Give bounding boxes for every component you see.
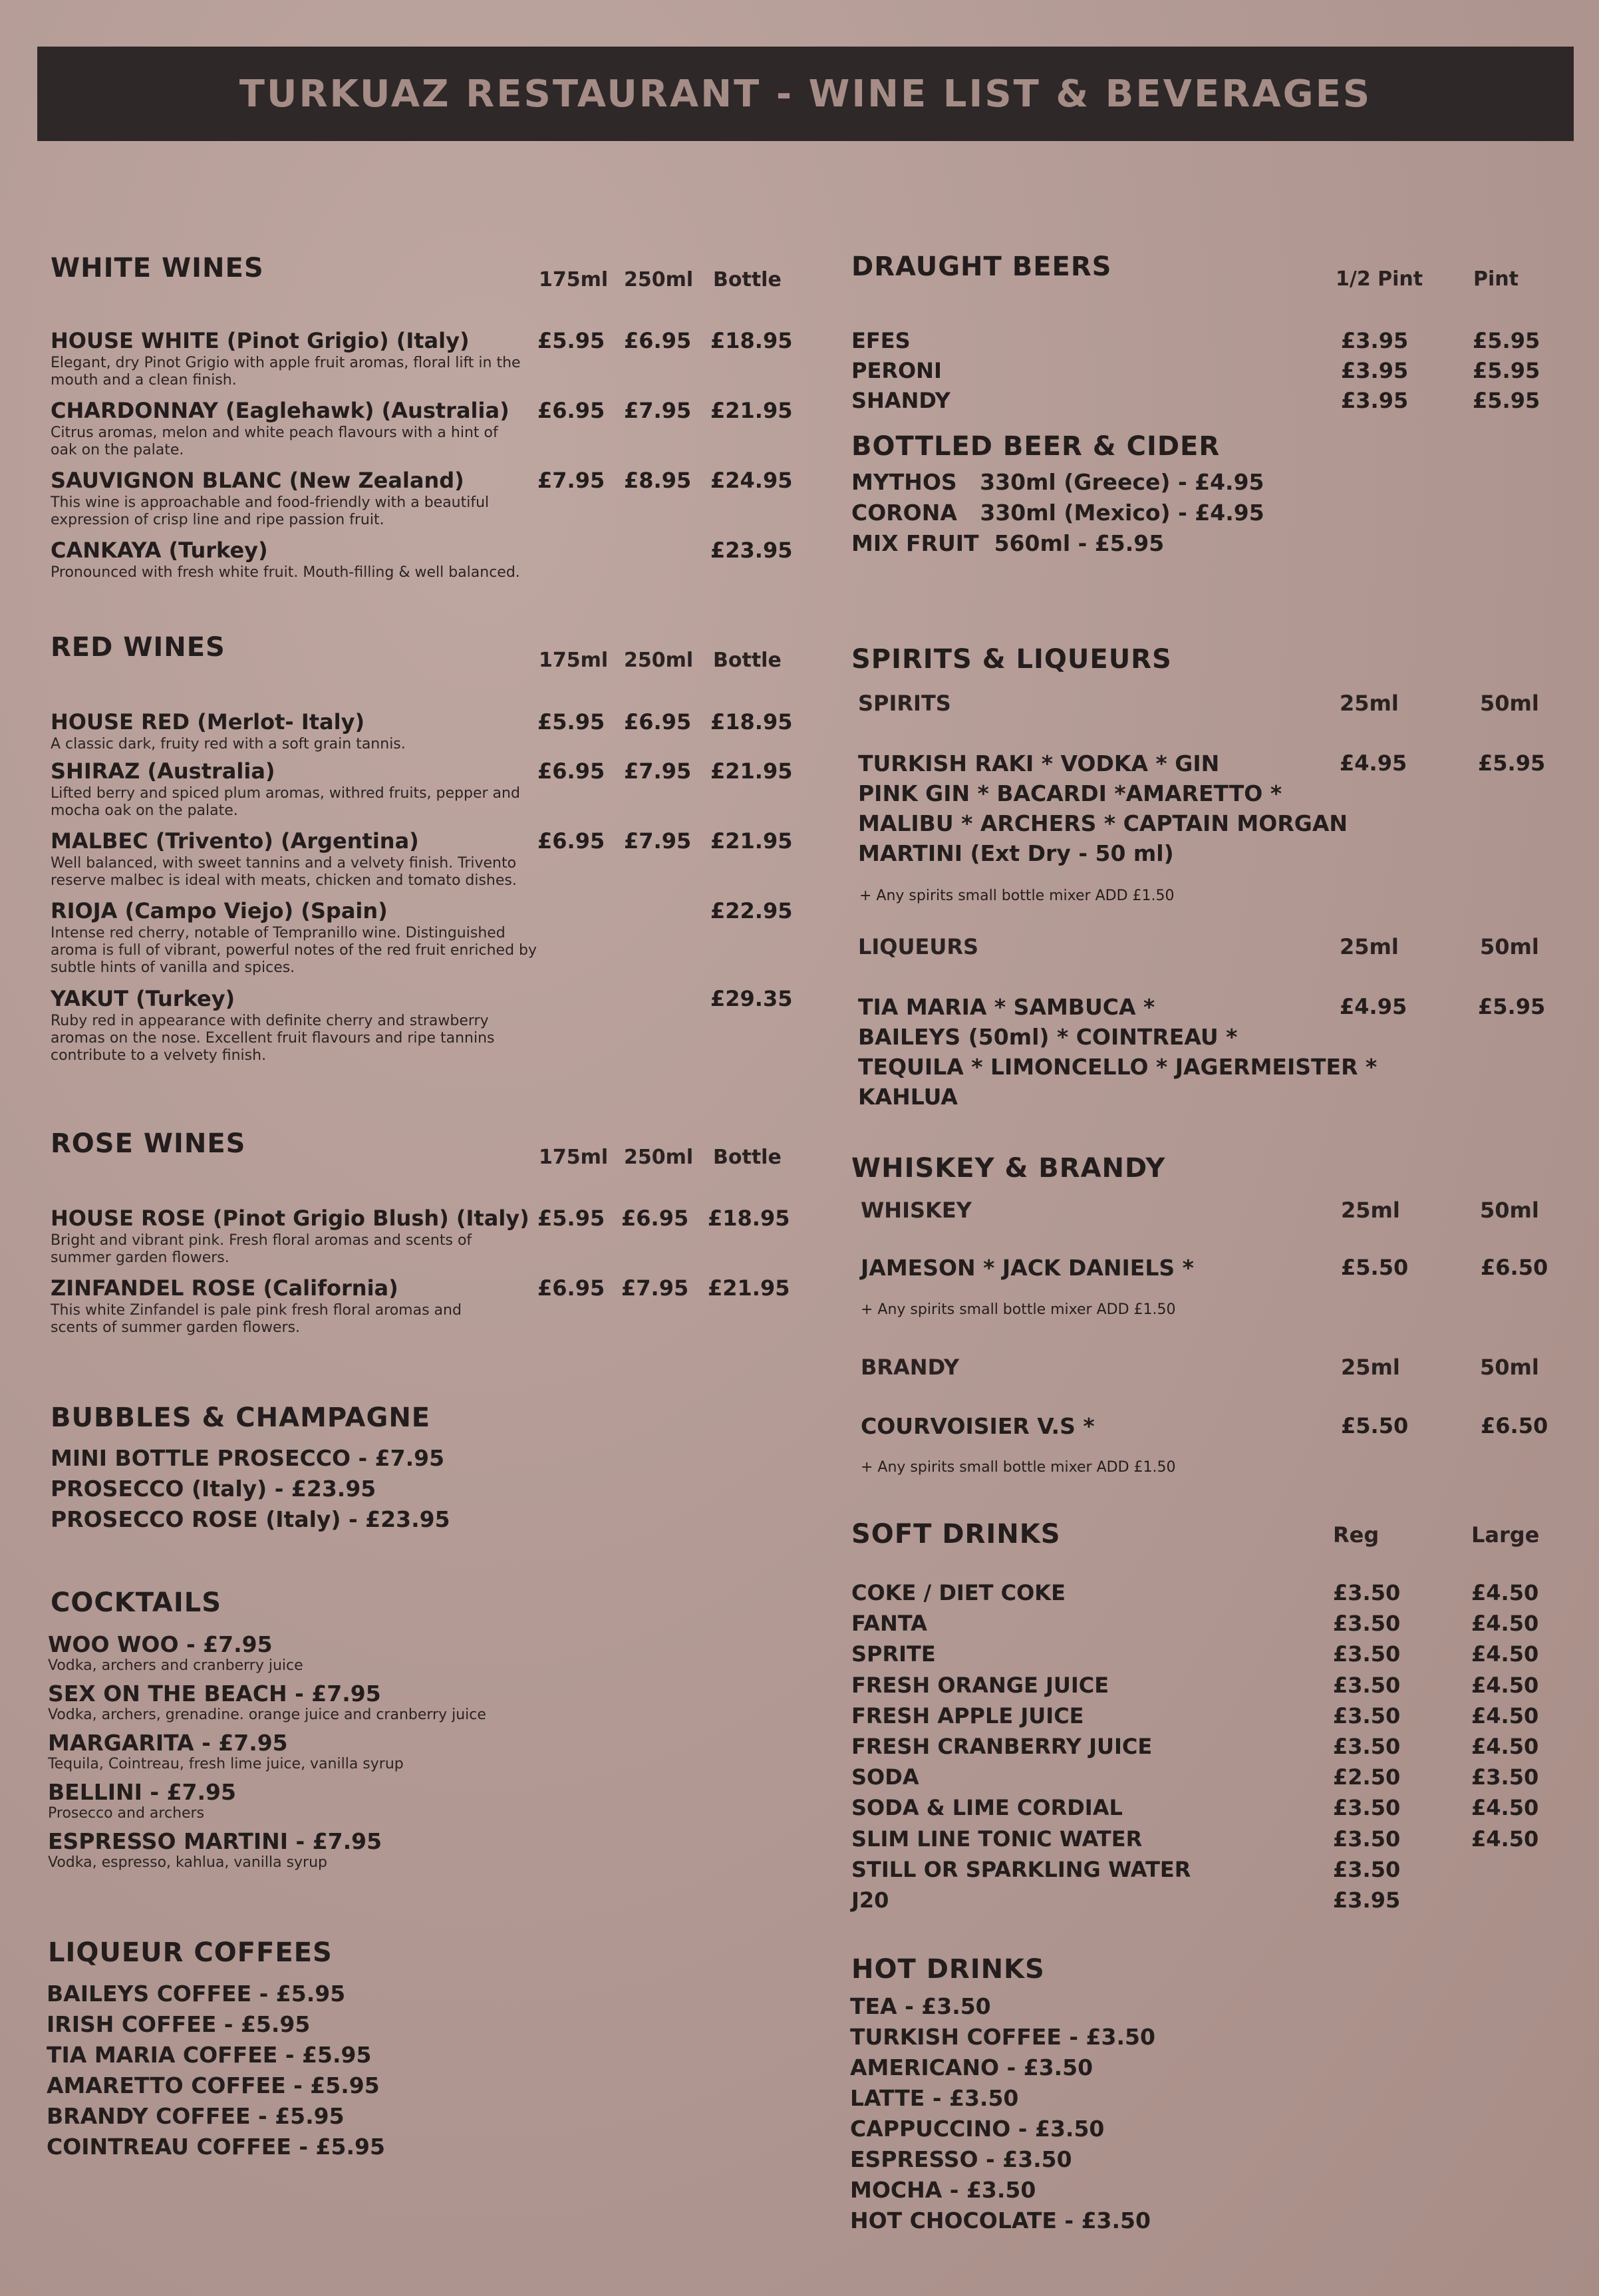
price-reg: £3.50 <box>1333 1703 1401 1728</box>
whiskey-brandy-heading: WHISKEY & BRANDY <box>851 1153 1166 1184</box>
col-header-reg: Reg <box>1333 1522 1380 1548</box>
price-half-pint: £3.95 <box>1341 388 1409 413</box>
list-item: MINI BOTTLE PROSECCO - £7.95 <box>51 1445 445 1471</box>
price-50ml: £5.95 <box>1478 994 1546 1019</box>
price-large: £4.50 <box>1471 1795 1539 1821</box>
price-250: £6.95 <box>621 1206 689 1231</box>
price-175: £5.95 <box>537 1206 605 1231</box>
price-bottle: £21.95 <box>710 828 793 854</box>
price-bottle: £21.95 <box>708 1275 790 1301</box>
wine-name: RIOJA (Campo Viejo) (Spain) <box>51 898 388 923</box>
spirits-line: MARTINI (Ext Dry - 50 ml) <box>858 840 1174 866</box>
rose-wines-heading: ROSE WINES <box>51 1128 246 1159</box>
wine-desc: Elegant, dry Pinot Grigio with apple fruit aromas, floral lift in the mouth and a clean finish. <box>51 355 521 389</box>
price-reg: £2.50 <box>1333 1764 1401 1790</box>
list-item: PROSECCO ROSE (Italy) - £23.95 <box>51 1506 450 1532</box>
wine-name: HOUSE RED (Merlot- Italy) <box>51 709 365 735</box>
price-50ml: £6.50 <box>1481 1413 1548 1438</box>
soft-drink-name: COKE / DIET COKE <box>851 1580 1066 1605</box>
list-item: BAILEYS COFFEE - £5.95 <box>47 1981 346 2007</box>
list-item: AMARETTO COFFEE - £5.95 <box>47 2072 380 2098</box>
price-bottle: £18.95 <box>710 709 793 735</box>
wine-name: HOUSE ROSE (Pinot Grigio Blush) (Italy) <box>51 1206 529 1231</box>
price-large: £4.50 <box>1471 1580 1539 1605</box>
wine-name: SHIRAZ (Australia) <box>51 758 275 784</box>
spirits-line: PINK GIN * BACARDI *AMARETTO * <box>858 780 1282 806</box>
hot-drink-item: MOCHA - £3.50 <box>850 2177 1036 2203</box>
price-half-pint: £3.95 <box>1341 358 1409 383</box>
price-pint: £5.95 <box>1473 388 1540 413</box>
soft-drink-name: STILL OR SPARKLING WATER <box>851 1856 1191 1882</box>
wine-desc: This white Zinfandel is pale pink fresh floral aromas and scents of summer garden flowers. <box>51 1302 462 1336</box>
price-large: £4.50 <box>1471 1703 1539 1728</box>
price-half-pint: £3.95 <box>1341 328 1409 353</box>
col-header-bottle: Bottle <box>713 268 782 291</box>
cocktail-name: BELLINI - £7.95 <box>48 1779 236 1805</box>
soft-drink-name: SPRITE <box>851 1641 936 1667</box>
spirits-line: TURKISH RAKI * VODKA * GIN <box>858 750 1220 776</box>
wine-desc: Bright and vibrant pink. Fresh floral aromas and scents of summer garden flowers. <box>51 1232 472 1266</box>
price-250: £7.95 <box>624 398 692 423</box>
price-reg: £3.50 <box>1333 1826 1401 1852</box>
col-header-50ml: 50ml <box>1480 691 1539 716</box>
list-item: CORONA 330ml (Mexico) - £4.95 <box>851 500 1264 526</box>
list-item: MYTHOS 330ml (Greece) - £4.95 <box>851 469 1264 495</box>
hot-drink-item: LATTE - £3.50 <box>850 2085 1019 2111</box>
price-250: £6.95 <box>624 709 692 735</box>
cocktail-name: WOO WOO - £7.95 <box>48 1631 273 1657</box>
hot-drink-item: CAPPUCCINO - £3.50 <box>850 2116 1105 2142</box>
beer-name: PERONI <box>851 358 942 383</box>
cocktail-name: SEX ON THE BEACH - £7.95 <box>48 1681 381 1707</box>
wine-desc: Pronounced with fresh white fruit. Mouth-filling & well balanced. <box>51 564 520 581</box>
title-banner <box>37 47 1574 141</box>
wine-name: ZINFANDEL ROSE (California) <box>51 1275 398 1301</box>
price-50ml: £5.95 <box>1478 750 1546 776</box>
price-bottle: £21.95 <box>710 758 793 784</box>
price-175: £6.95 <box>537 1275 605 1301</box>
wine-desc: Intense red cherry, notable of Tempranillo wine. Distinguished aroma is full of vibrant, powerful notes of the red fruit enriched by subtle hints of vanilla and spices. <box>51 925 537 976</box>
price-25ml: £4.95 <box>1340 994 1407 1019</box>
whiskey-label: WHISKEY <box>861 1198 972 1223</box>
price-bottle: £21.95 <box>710 398 793 423</box>
price-250: £6.95 <box>624 328 692 353</box>
price-50ml: £6.50 <box>1481 1255 1548 1280</box>
cocktail-name: MARGARITA - £7.95 <box>48 1730 288 1756</box>
liqueurs-label: LIQUEURS <box>858 934 979 959</box>
col-header-25ml: 25ml <box>1340 691 1399 716</box>
price-25ml: £5.50 <box>1341 1413 1409 1438</box>
mixer-note: + Any spirits small bottle mixer ADD £1.50 <box>861 1301 1176 1318</box>
col-header-large: Large <box>1471 1522 1540 1548</box>
hot-drinks-heading: HOT DRINKS <box>851 1954 1045 1985</box>
col-header-50ml: 50ml <box>1480 1355 1539 1380</box>
spirits-label: SPIRITS <box>858 691 951 716</box>
price-250: £7.95 <box>624 758 692 784</box>
menu-title: TURKUAZ RESTAURANT - WINE LIST & BEVERAGES <box>239 72 1372 116</box>
price-175: £6.95 <box>537 758 605 784</box>
wine-desc: Ruby red in appearance with definite cherry and strawberry aromas on the nose. Excellent fruit flavours and ripe tannins contribute to a velvety finish. <box>51 1013 495 1064</box>
draught-beers-heading: DRAUGHT BEERS <box>851 251 1112 282</box>
price-bottle: £18.95 <box>710 328 793 353</box>
price-bottle: £22.95 <box>710 898 793 923</box>
price-25ml: £5.50 <box>1341 1255 1409 1280</box>
col-header-175: 175ml <box>539 268 609 291</box>
wine-name: CHARDONNAY (Eaglehawk) (Australia) <box>51 398 509 423</box>
price-reg: £3.50 <box>1333 1734 1401 1759</box>
price-175: £7.95 <box>537 468 605 493</box>
soft-drink-name: SODA & LIME CORDIAL <box>851 1795 1123 1821</box>
soft-drink-name: FRESH CRANBERRY JUICE <box>851 1734 1153 1759</box>
hot-drink-item: AMERICANO - £3.50 <box>850 2054 1093 2080</box>
cocktail-name: ESPRESSO MARTINI - £7.95 <box>48 1828 382 1854</box>
wine-name: HOUSE WHITE (Pinot Grigio) (Italy) <box>51 328 470 353</box>
col-header-250: 250ml <box>624 649 694 672</box>
cocktail-desc: Prosecco and archers <box>48 1805 205 1822</box>
price-large: £4.50 <box>1471 1641 1539 1667</box>
price-175: £5.95 <box>537 709 605 735</box>
price-25ml: £4.95 <box>1340 750 1407 776</box>
col-header-25ml: 25ml <box>1341 1355 1400 1380</box>
brandy-line: COURVOISIER V.S * <box>861 1413 1095 1439</box>
soft-drink-name: FANTA <box>851 1611 927 1637</box>
list-item: PROSECCO (Italy) - £23.95 <box>51 1476 376 1502</box>
wine-name: SAUVIGNON BLANC (New Zealand) <box>51 468 464 493</box>
price-250: £7.95 <box>624 828 692 854</box>
price-175: £6.95 <box>537 398 605 423</box>
whiskey-line: JAMESON * JACK DANIELS * <box>861 1255 1194 1281</box>
cocktail-desc: Tequila, Cointreau, fresh lime juice, vanilla syrup <box>48 1756 404 1772</box>
cocktail-desc: Vodka, espresso, kahlua, vanilla syrup <box>48 1854 328 1871</box>
price-reg: £3.50 <box>1333 1580 1401 1605</box>
price-reg: £3.50 <box>1333 1672 1401 1698</box>
hot-drink-item: HOT CHOCOLATE - £3.50 <box>850 2208 1151 2233</box>
soft-drinks-heading: SOFT DRINKS <box>851 1519 1061 1550</box>
col-header-25ml: 25ml <box>1341 1198 1400 1223</box>
col-header-50ml: 50ml <box>1480 934 1539 959</box>
wine-name: MALBEC (Trivento) (Argentina) <box>51 828 419 854</box>
col-header-half-pint: 1/2 Pint <box>1336 267 1423 291</box>
brandy-label: BRANDY <box>861 1355 959 1380</box>
beer-name: SHANDY <box>851 388 950 413</box>
spirits-line: MALIBU * ARCHERS * CAPTAIN MORGAN <box>858 810 1348 836</box>
soft-drink-name: FRESH ORANGE JUICE <box>851 1672 1109 1698</box>
wine-desc: Well balanced, with sweet tannins and a velvety finish. Trivento reserve malbec is ideal with meats, chicken and tomato dishes. <box>51 855 517 889</box>
price-large: £3.50 <box>1471 1764 1539 1790</box>
liqueurs-line: TIA MARIA * SAMBUCA * <box>858 994 1155 1020</box>
wine-desc: Lifted berry and spiced plum aromas, withred fruits, pepper and mocha oak on the palate. <box>51 785 520 819</box>
price-pint: £5.95 <box>1473 358 1540 383</box>
col-header-bottle: Bottle <box>713 1146 782 1169</box>
price-250: £7.95 <box>621 1275 689 1301</box>
hot-drink-item: ESPRESSO - £3.50 <box>850 2146 1072 2172</box>
cocktail-desc: Vodka, archers, grenadine. orange juice and cranberry juice <box>48 1707 486 1723</box>
mixer-note: + Any spirits small bottle mixer ADD £1.50 <box>861 1459 1176 1476</box>
col-header-50ml: 50ml <box>1480 1198 1539 1223</box>
spirits-heading: SPIRITS & LIQUEURS <box>851 644 1172 675</box>
soft-drink-name: SLIM LINE TONIC WATER <box>851 1826 1143 1852</box>
wine-name: YAKUT (Turkey) <box>51 986 235 1011</box>
red-wines-heading: RED WINES <box>51 632 225 663</box>
hot-drink-item: TURKISH COFFEE - £3.50 <box>850 2024 1155 2050</box>
price-reg: £3.50 <box>1333 1641 1401 1667</box>
price-175: £5.95 <box>537 328 605 353</box>
wine-desc: A classic dark, fruity red with a soft grain tannis. <box>51 736 406 752</box>
col-header-175: 175ml <box>539 1146 609 1169</box>
list-item: BRANDY COFFEE - £5.95 <box>47 2103 345 2129</box>
price-pint: £5.95 <box>1473 328 1540 353</box>
price-175: £6.95 <box>537 828 605 854</box>
hot-drink-item: TEA - £3.50 <box>850 1993 991 2019</box>
wine-name: CANKAYA (Turkey) <box>51 538 268 563</box>
cocktails-heading: COCKTAILS <box>51 1587 222 1618</box>
price-bottle: £18.95 <box>708 1206 790 1231</box>
soft-drink-name: SODA <box>851 1764 919 1790</box>
price-reg: £3.95 <box>1333 1887 1401 1913</box>
cocktail-desc: Vodka, archers and cranberry juice <box>48 1657 303 1674</box>
list-item: COINTREAU COFFEE - £5.95 <box>47 2134 385 2160</box>
price-large: £4.50 <box>1471 1826 1539 1852</box>
liqueurs-line: TEQUILA * LIMONCELLO * JAGERMEISTER * <box>858 1054 1378 1080</box>
wine-desc: Citrus aromas, melon and white peach flavours with a hint of oak on the palate. <box>51 424 498 458</box>
price-large: £4.50 <box>1471 1611 1539 1637</box>
list-item: MIX FRUIT 560ml - £5.95 <box>851 530 1165 556</box>
price-reg: £3.50 <box>1333 1795 1401 1821</box>
col-header-250: 250ml <box>624 268 694 291</box>
price-bottle: £23.95 <box>710 538 793 563</box>
col-header-175: 175ml <box>539 649 609 672</box>
beer-name: EFES <box>851 328 911 353</box>
liqueurs-line: BAILEYS (50ml) * COINTREAU * <box>858 1024 1238 1050</box>
list-item: TIA MARIA COFFEE - £5.95 <box>47 2042 372 2068</box>
price-250: £8.95 <box>624 468 692 493</box>
liqueurs-line: KAHLUA <box>858 1084 958 1110</box>
col-header-250: 250ml <box>624 1146 694 1169</box>
white-wines-heading: WHITE WINES <box>51 253 264 283</box>
soft-drink-name: FRESH APPLE JUICE <box>851 1703 1084 1728</box>
wine-desc: This wine is approachable and food-friendly with a beautiful expression of crisp line and ripe passion fruit. <box>51 494 490 528</box>
list-item: IRISH COFFEE - £5.95 <box>47 2011 311 2037</box>
liqueur-coffees-heading: LIQUEUR COFFEES <box>48 1937 333 1968</box>
price-reg: £3.50 <box>1333 1856 1401 1882</box>
price-bottle: £29.35 <box>710 986 793 1011</box>
price-reg: £3.50 <box>1333 1611 1401 1637</box>
price-large: £4.50 <box>1471 1672 1539 1698</box>
col-header-bottle: Bottle <box>713 649 782 672</box>
mixer-note: + Any spirits small bottle mixer ADD £1.50 <box>859 888 1175 904</box>
bottled-beer-heading: BOTTLED BEER & CIDER <box>851 431 1221 462</box>
col-header-25ml: 25ml <box>1340 934 1399 959</box>
col-header-pint: Pint <box>1473 267 1519 291</box>
price-bottle: £24.95 <box>710 468 793 493</box>
bubbles-heading: BUBBLES & CHAMPAGNE <box>51 1402 431 1433</box>
price-large: £4.50 <box>1471 1734 1539 1759</box>
soft-drink-name: J20 <box>851 1887 889 1913</box>
